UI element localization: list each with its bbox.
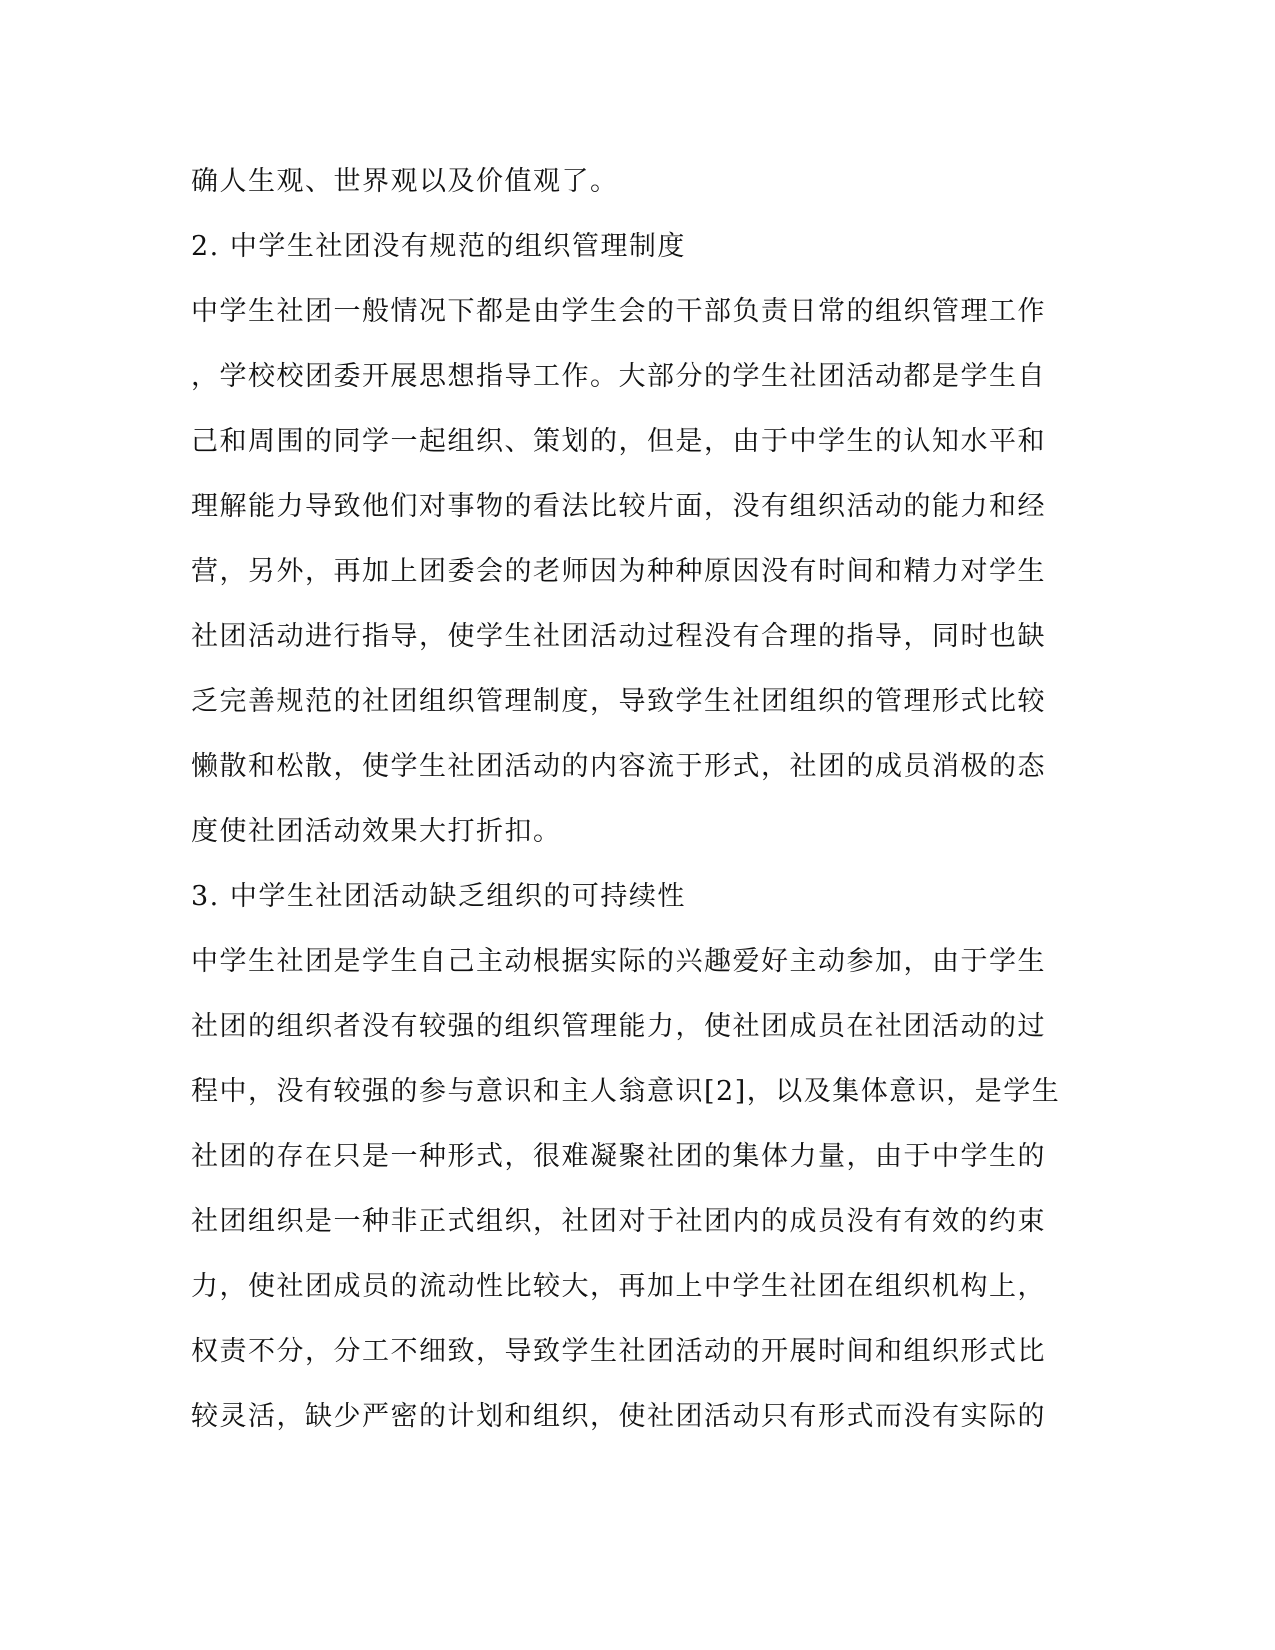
section-heading: 3. 中学生社团活动缺乏组织的可持续性 [191,881,686,912]
paragraph-line: 社团的组织者没有较强的组织管理能力，使社团成员在社团活动的过 [191,1011,1046,1042]
paragraph-line: 力，使社团成员的流动性比较大，再加上中学生社团在组织机构上， [191,1271,1046,1302]
paragraph-line: ，学校校团委开展思想指导工作。大部分的学生社团活动都是学生自 [191,361,1046,392]
paragraph-line: 确人生观、世界观以及价值观了。 [191,166,619,197]
paragraph-line: 中学生社团一般情况下都是由学生会的干部负责日常的组织管理工作 [191,296,1046,327]
paragraph-line: 社团组织是一种非正式组织，社团对于社团内的成员没有有效的约束 [191,1206,1046,1237]
paragraph-line: 营，另外，再加上团委会的老师因为种种原因没有时间和精力对学生 [191,556,1046,587]
section-heading: 2. 中学生社团没有规范的组织管理制度 [191,231,686,262]
paragraph-line: 中学生社团是学生自己主动根据实际的兴趣爱好主动参加，由于学生 [191,946,1046,977]
paragraph-line: 懒散和松散，使学生社团活动的内容流于形式，社团的成员消极的态 [191,751,1046,782]
paragraph-line: 较灵活，缺少严密的计划和组织，使社团活动只有形式而没有实际的 [191,1401,1046,1432]
body-text [191,158,1091,1458]
paragraph-line: 度使社团活动效果大打折扣。 [191,816,562,847]
paragraph-line: 程中，没有较强的参与意识和主人翁意识[2]，以及集体意识，是学生 [191,1076,1061,1107]
paragraph-line: 社团的存在只是一种形式，很难凝聚社团的集体力量，由于中学生的 [191,1141,1046,1172]
paragraph-line: 权责不分，分工不细致，导致学生社团活动的开展时间和组织形式比 [191,1336,1046,1367]
paragraph-line: 乏完善规范的社团组织管理制度，导致学生社团组织的管理形式比较 [191,686,1046,717]
paragraph-line: 理解能力导致他们对事物的看法比较片面，没有组织活动的能力和经 [191,491,1046,522]
paragraph-line: 社团活动进行指导，使学生社团活动过程没有合理的指导，同时也缺 [191,621,1046,652]
paragraph-line: 己和周围的同学一起组织、策划的，但是，由于中学生的认知水平和 [191,426,1046,457]
